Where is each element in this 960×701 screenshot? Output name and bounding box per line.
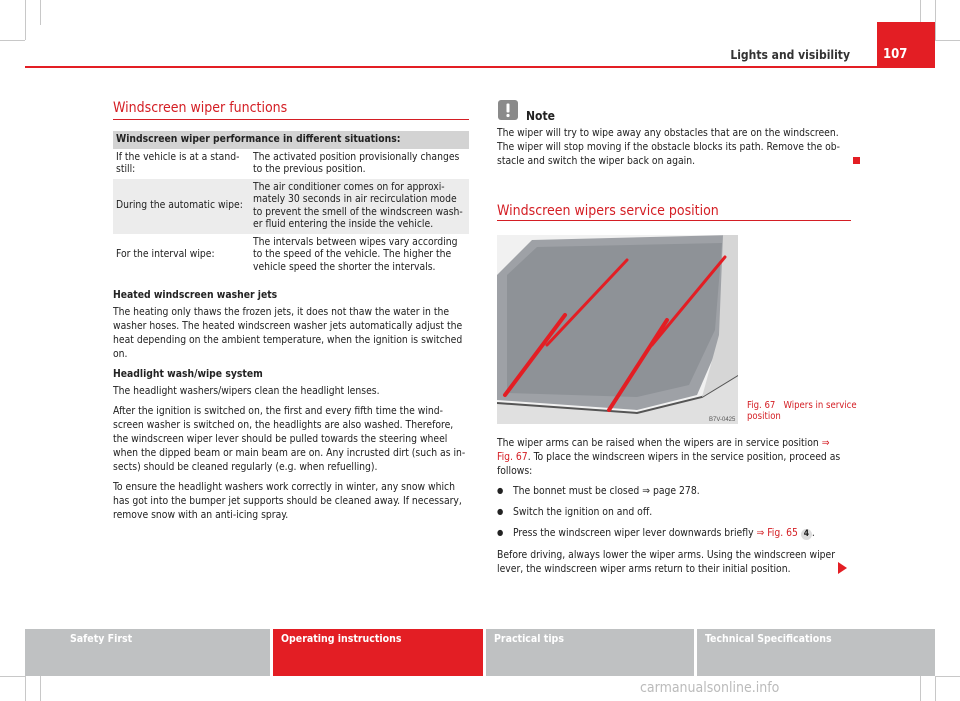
figure-link[interactable]: ⇒ Fig. 67 (497, 437, 830, 463)
wiper-performance-table (113, 131, 469, 276)
end-mark (853, 157, 860, 164)
figure-caption (747, 400, 867, 422)
section-rule (497, 220, 851, 221)
item-number-badge: 4 (801, 529, 812, 540)
watermark: carmanualsonline.info (640, 680, 780, 696)
table-cell-situation: If the vehicle is at a stand-still: (116, 150, 240, 175)
note-label: Note (526, 109, 555, 123)
header-rule (25, 66, 935, 68)
section-title-wiper-functions: Windscreen wiper functions (113, 100, 288, 116)
list-item (497, 526, 843, 540)
footer-nav (25, 629, 935, 676)
tab-safety-first[interactable]: Safety First (25, 629, 270, 676)
paragraph: Before driving, always lower the wiper arms. Using the windscreen wiper lever, the windscreen wiper arms return to their initial position. (497, 549, 836, 575)
step-text: Press the windscreen wiper lever downwards briefly (513, 527, 757, 539)
crop-mark (25, 0, 26, 40)
table-header: Windscreen wiper performance in different situations: (113, 131, 469, 149)
table-cell-situation: During the automatic wipe: (113, 179, 250, 234)
note-text: The wiper will try to wipe away any obstacles that are on the windscreen. The wiper will stop moving if the obstacle blocks its path. Remove the ob-stacle and switch the wiper back on again. (497, 127, 840, 167)
table-cell-situation: For the interval wipe: (116, 248, 215, 260)
crop-mark (40, 0, 41, 25)
section-rule (113, 119, 469, 120)
paragraph: To ensure the headlight washers work correctly in winter, any snow which has got into the bumper jet supports should be cleaned away. If necessary, remove snow with an anti-icing spray. (113, 481, 462, 521)
tab-operating-instructions[interactable]: Operating instructions (273, 629, 483, 676)
crop-mark (25, 676, 26, 701)
crop-mark (40, 676, 41, 701)
subheading-headlight-wash: Headlight wash/wipe system (113, 368, 263, 380)
running-header: Lights and visibility (730, 48, 850, 62)
crop-mark (935, 676, 936, 701)
crop-mark (0, 676, 25, 677)
paragraph: The wiper arms can be raised when the wipers are in service position (497, 437, 819, 449)
tab-practical-tips[interactable]: Practical tips (486, 629, 694, 676)
subheading-heated-jets: Heated windscreen washer jets (113, 289, 278, 301)
steps-list (497, 484, 843, 540)
wipers-service-position-figure (497, 235, 738, 424)
figure-number: Fig. 67 (747, 400, 776, 411)
crop-mark (935, 676, 960, 677)
tab-technical-specifications[interactable]: Technical Specifications (697, 629, 935, 676)
table-cell-behaviour: The air conditioner comes on for approxi-mately 30 seconds in air recirculation mode to prevent the smell of the windscreen wash-er fluid entering the inside the vehicle. (250, 179, 469, 234)
paragraph: The headlight washers/wipers clean the headlight lenses. (113, 385, 380, 397)
continue-arrow-icon (838, 562, 847, 574)
table-cell-behaviour: The activated position provisionally changes to the previous position. (253, 150, 460, 175)
paragraph: After the ignition is switched on, the first and every fifth time the wind-screen washer is switched on, the headlights are also washed. Therefore, the windscreen wiper lever should be pulled towards the steering wheel when the dipped beam or main beam are on. Any incrusted dirt (such as in-sects) should be cleaned regularly (e.g. when refuelling). (113, 405, 466, 473)
paragraph: . To place the windscreen wipers in the service position, proceed as follows: (497, 451, 841, 477)
section-title-service-position: Windscreen wipers service position (497, 203, 719, 219)
right-body (497, 436, 843, 582)
list-item: ● The bonnet must be closed ⇒ page 278. (497, 484, 843, 498)
figure-link[interactable]: ⇒ Fig. 65 (756, 527, 798, 539)
left-body (113, 288, 469, 528)
crop-mark (920, 676, 921, 701)
note-icon (498, 100, 518, 120)
list-item: ● Switch the ignition on and off. (497, 505, 843, 519)
figure-title: Wipers in service position (747, 400, 857, 422)
crop-mark (935, 0, 936, 40)
paragraph: The heating only thaws the frozen jets, it does not thaw the water in the washer hoses. The heated windscreen washer jets automatically adjust the heat depending on the ambient temperature, when the ignition is switched on. (113, 306, 463, 360)
crop-mark (0, 40, 25, 41)
figure-code: B7V-0425 (709, 417, 736, 423)
table-cell-behaviour: The intervals between wipes vary according to the speed of the vehicle. The higher the vehicle speed the shorter the intervals. (253, 235, 458, 273)
page-number: 107 (877, 22, 935, 68)
step-text: . (811, 527, 815, 539)
crop-mark (935, 40, 960, 41)
